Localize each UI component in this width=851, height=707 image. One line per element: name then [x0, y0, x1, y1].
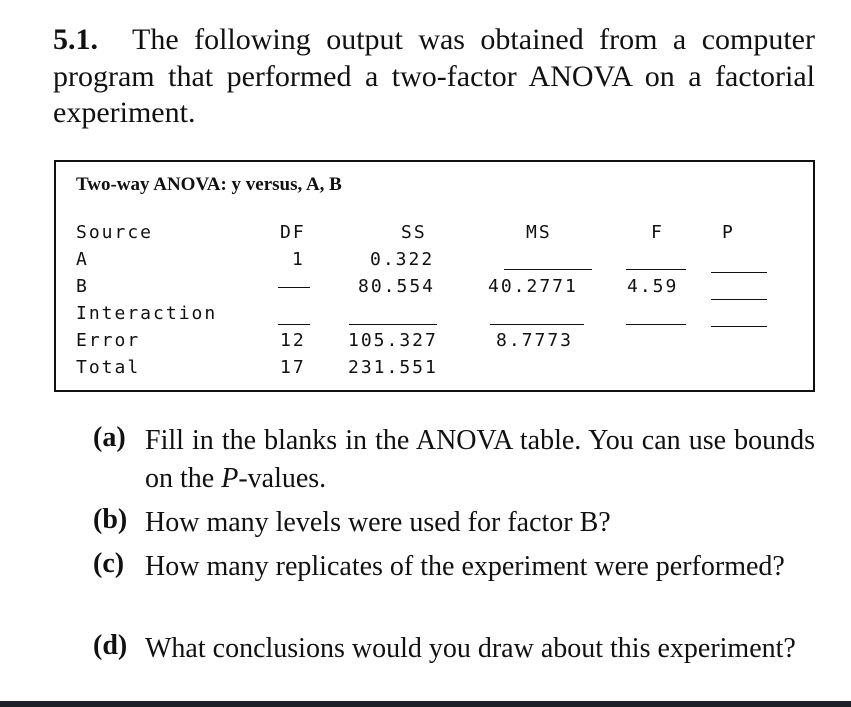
- problem-statement: [53, 22, 815, 132]
- question-a-text: [145, 422, 815, 498]
- question-b: [93, 504, 815, 542]
- row-error-ss: 105.327: [348, 330, 438, 351]
- header-source: Source: [76, 222, 154, 243]
- row-error-source: Error: [76, 330, 141, 351]
- row-a-p-blank: [711, 272, 767, 273]
- anova-output-box: [54, 160, 815, 392]
- problem-text: The following output was obtained from a computer program that performed a two-factor ANOVA on a factorial experiment.: [53, 23, 815, 129]
- row-a-ss: 0.322: [370, 249, 435, 270]
- row-interaction-f-blank: [626, 324, 686, 325]
- header-ss: SS: [401, 222, 427, 243]
- row-a-f-blank: [626, 269, 686, 270]
- question-c: [93, 548, 815, 586]
- question-a-label: (a): [93, 422, 126, 453]
- problem-number: 5.1.: [53, 23, 98, 56]
- header-df: DF: [280, 222, 306, 243]
- row-interaction-source: Interaction: [76, 303, 218, 324]
- header-f: F: [651, 222, 664, 243]
- row-b-ms: 40.2771: [488, 276, 578, 297]
- row-b-ss: 80.554: [358, 276, 436, 297]
- row-interaction-ss-blank: [349, 324, 437, 325]
- row-total-df: 17: [280, 357, 306, 378]
- header-p: P: [722, 222, 735, 243]
- row-b-p-blank: [711, 299, 767, 300]
- question-d-label: (d): [93, 630, 128, 661]
- question-d-text: What conclusions would you draw about this experiment?: [145, 633, 796, 664]
- question-a-text-start: Fill in the blanks in the ANOVA table. You can use bounds on the: [145, 425, 815, 494]
- row-a-source: A: [76, 249, 89, 270]
- question-b-label: (b): [93, 504, 128, 535]
- row-total-ss: 231.551: [348, 357, 438, 378]
- question-c-text: How many replicates of the experiment were performed?: [145, 551, 785, 582]
- row-error-ms: 8.7773: [496, 330, 574, 351]
- question-a-text-end: -values.: [238, 463, 327, 494]
- row-a-ms-blank: [504, 269, 592, 270]
- header-ms: MS: [526, 222, 552, 243]
- question-b-text: How many levels were used for factor B?: [145, 507, 611, 538]
- row-b-f: 4.59: [627, 276, 679, 297]
- row-error-df: 12: [280, 330, 306, 351]
- row-interaction-p-blank: [711, 326, 767, 327]
- row-b-source: B: [76, 276, 89, 297]
- question-a-italic: P: [221, 463, 239, 494]
- question-a: [93, 422, 815, 498]
- output-title: Two-way ANOVA: y versus, A, B: [76, 174, 342, 195]
- row-interaction-ms-blank: [490, 324, 584, 325]
- question-c-label: (c): [93, 548, 125, 579]
- row-interaction-df-blank: [278, 324, 310, 325]
- row-a-df: 1: [292, 249, 305, 270]
- question-d: [93, 630, 815, 668]
- row-b-df-blank: [278, 287, 310, 288]
- row-total-source: Total: [76, 357, 141, 378]
